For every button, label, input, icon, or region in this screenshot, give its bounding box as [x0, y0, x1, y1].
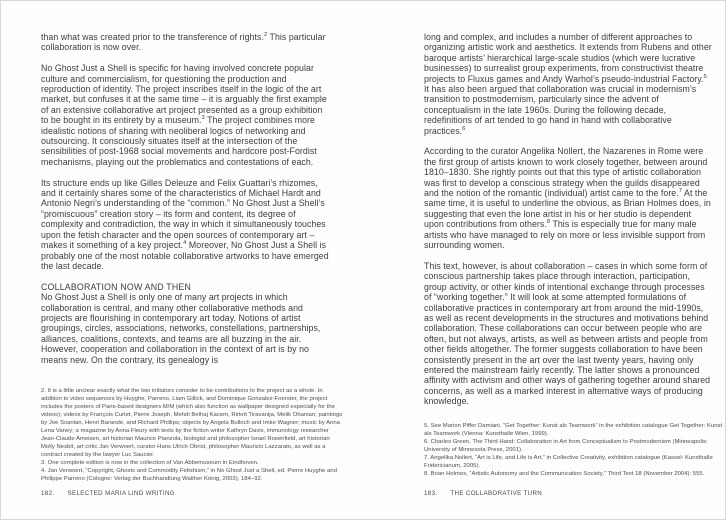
section-heading: COLLABORATION NOW AND THEN [41, 281, 192, 292]
footnote-ref: 3 [201, 115, 205, 122]
footnote-ref: 8 [546, 219, 551, 226]
footnotes-left [41, 387, 343, 483]
footnote: 5. See Marion Piffer Damiani, “Get Together: Kunst als Teamwork” in the exhibition catalogue Get Together: Kunst als Teamwork (Vienna: Kunsthalle Wien, 1999). [424, 423, 723, 437]
body-paragraph: than what was created prior to the transference of rights.$^2$ This particular collaboration is now over. [41, 32, 326, 53]
body-paragraph: According to the curator Angelika Nollert, the Nazarenes in Rome were the first group of artists known to work closely together, between around 1810–1830. She rightly points out that this type of artistic collaboration was first to develop a conscious strategy when the guilds disappeared and the notion of the romantic (individual) artist came to the fore.$^7$ At the same time, it is useful to underline the obvious, as Brian Holmes does, in suggesting that even the lone artist in his or her studio is dependent upon contributions from others.$^8$ This is especially true for many male artists who have managed to rely on more or less invisible support from surrounding women. [424, 146, 711, 251]
footnote: 7. Angelika Nollert, “Art is Life, and Life is Art,” in Collective Creativity, exhibition catalogue (Kassel: Kunsthalle Fridericianum, 2005). [424, 455, 713, 469]
page-number: 183. [424, 490, 438, 497]
footnotes-right [424, 422, 726, 478]
footnote-ref: 4 [183, 240, 187, 247]
footnote-ref: 2 [263, 32, 268, 39]
page-footer-right [424, 490, 542, 497]
running-title: THE COLLABORATIVE TURN [450, 490, 543, 497]
page-number: 182. [41, 490, 55, 497]
body-paragraph: Its structure ends up like Gilles Deleuze and Felix Guattari’s rhizomes, and it certainly shares some of the characteristics of Michael Hardt and Antonio Negri’s understanding of the “common.” No Ghost Just a Shell’s “promiscuous” creation story – its form and content, its degree of complexity and contradiction, the way in which it simultaneously touches upon the fetish character and the open sources of contemporary art – makes it something of a key project.$^4$ Moreover, No Ghost Just a Shell is probably one of the most notable collaborative artworks to have emerged the last decade. [41, 177, 329, 271]
page-right [364, 1, 728, 521]
footnote: 2. It is a little unclear exactly what the two initiators consider to be contributions to the project as a whole. In addition to video sequences by Huyghe, Parreno, Liam Gillick, and Dominique Gonzalez-Foerster, the project includes the posters of Paris-based designers M/M (which also function as wallpaper designed especially for the videos); videos by François Curlet, Pierre Joseph, Mehdi Belhaj Kacem, Rirkrit Tiravanija, Melik Ohanian; paintings by Joe Scanlan, Henri Barande, and Richard Phillips; objects by Angela Bulloch and Imke Wagner; music by Anna Lena Vaney; a magazine by Anna Fleury with texts by the fiction writer Kathryn Davis, immunology researcher Jean-Claude Ameisen, art historian Maurice Pianzola, biologist and philosopher Israel Rosenfield, art historian Molly Nesbit, art critic Jan Verwoert, curator Hans Ulrich Obrist, philosopher Maurizio Lazzarato, as well as a contract created by the lawyer Luc Saucier. [41, 388, 343, 458]
running-title: SELECTED MARIA LIND WRITING [67, 490, 175, 497]
page-body-left [41, 32, 330, 365]
body-paragraph: No Ghost Just a Shell is only one of many art projects in which collaboration is central, and many other collaborative methods and projects are flourishing in contemporary art today. Notions of artist groupings, circles, associations, networks, constellations, partnerships, alliances, coalitions, contexts, and teams are all buzzing in the air. However, cooperation and collaboration in the context of art is by no means new. On the contrary, its genealogy is [41, 292, 321, 365]
page-footer-left [41, 490, 175, 497]
footnote: 6. Charles Green, The Third Hand: Collaboration in Art from Conceptualism to Postmodernism (Minneapolis: University of Minnesota Press, 2001). [424, 439, 708, 453]
footnote: 4. Jan Verwoert, “Copyright, Ghosts and Commodity Fetishism,” in No Ghost Just a Shell, ed. Pierre Huyghe and Philippe Parreno (Cologne: Verlag der Buchhandlung Walther König, 2003), 184–92. [41, 468, 337, 482]
footnote: 8. Brian Holmes, “Artistic Autonomy and the Communication Society,” Third Text 18 (November 2004): 555. [424, 471, 705, 477]
footnote: 3. One complete edition is now in the collection of Van Abbemuseum in Eindhoven. [41, 460, 259, 466]
page-body-right [424, 32, 713, 407]
footnote-ref: 7 [678, 188, 683, 195]
page-left [1, 1, 365, 521]
footnote-ref: 5 [703, 73, 707, 80]
footnote-ref: 6 [462, 125, 466, 132]
body-paragraph: long and complex, and includes a number of different approaches to organizing artistic work and aesthetics. It extends from Rubens and other baroque artists’ hierarchical large-scale studios (which were lucrative businesses) to surrealist group experiments, from constructivist theatre projects to Fluxus games and Andy Warhol’s pseudo-industrial Factory.$^5$ It has also been argued that collaboration was crucial in modernism’s transition to postmodernism, particularly since the advent of conceptualism in the late 1960s. During the following decade, redefinitions of art tended to go hand in hand with collaborative practices.$^6$ [424, 32, 712, 136]
body-paragraph: This text, however, is about collaboration – cases in which some form of conscious partnership takes place through interaction, participation, group activity, or other kinds of intentional exchange through processes of “working together.” It will look at some attempted formulations of collaborative practices in contemporary art from around the mid-1990s, as well as recent developments in the structures and motivations behind collaboration. These collaborations can occur between people who are often, but not always, artists, as well as between artists and people from other fields altogether. The former suggests collaboration to have been consistently present in the art over the last twenty years, having only entered the mainstream fairly recently. The latter shows a pronounced affinity with activism and other ways of gathering together around shared concerns, as well as a marked interest in alternative ways of producing knowledge. [424, 260, 711, 407]
body-paragraph: No Ghost Just a Shell is specific for having involved concrete popular culture and commercialism, for questioning the production and reproduction of identity. The project inscribes itself in the logic of the art market, but confuses it at the same time – it is arguably the first example of an extensive collaborative art project presented as a group exhibition to be bought in its entirety by a museum.$^3$ The project combines more idealistic notions of sharing with neoliberal logics of networking and outsourcing. It consciously situates itself at the intersection of the sensibilities of post-1968 social movements and hardcore post-Fordist mechanisms, playing out the problematics and contestations of each. [41, 63, 327, 167]
